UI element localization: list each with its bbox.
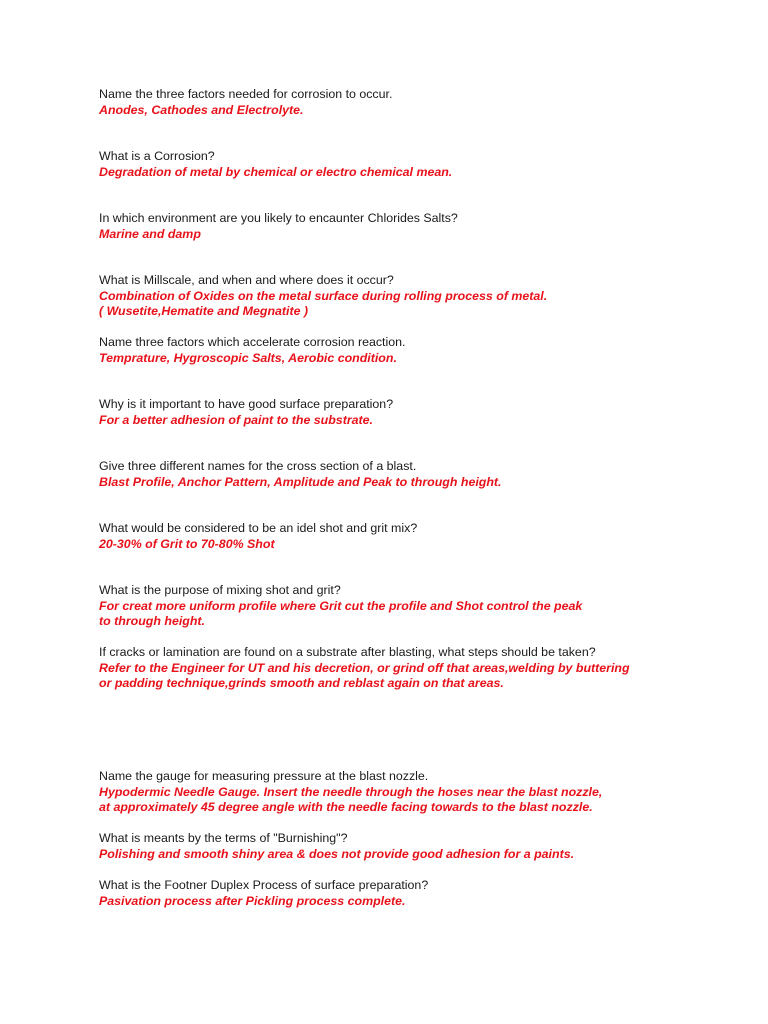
answer-text: Blast Profile, Anchor Pattern, Amplitude and Peak to through height. [99,474,502,489]
answer-text: Marine and damp [99,226,201,241]
question-text: What is the purpose of mixing shot and grit? [99,583,341,597]
question-text: If cracks or lamination are found on a substrate after blasting, what steps should be taken? [99,645,596,659]
answer-text: 20-30% of Grit to 70-80% Shot [99,536,275,551]
qa-item-3 [99,211,699,242]
qa-item-6 [99,397,699,428]
question-text: What is Millscale, and when and where does it occur? [99,273,394,287]
qa-item-9 [99,583,699,630]
qa-item-5 [99,335,699,366]
question-text: Name the three factors needed for corrosion to occur. [99,87,393,101]
answer-text: or padding technique,grinds smooth and reblast again on that areas. [99,676,504,690]
question-text: Name three factors which accelerate corrosion reaction. [99,335,406,349]
qa-item-7 [99,459,699,490]
qa-item-10 [99,645,699,692]
answer-text: to through height. [99,614,205,628]
answer-text: For a better adhesion of paint to the substrate. [99,412,373,427]
answer-text: Refer to the Engineer for UT and his decretion, or grind off that areas,welding by buttering [99,660,630,675]
answer-text: Temprature, Hygroscopic Salts, Aerobic condition. [99,350,397,365]
question-text: In which environment are you likely to encaunter Chlorides Salts? [99,211,458,225]
qa-item-12 [99,831,699,862]
question-text: What is the Footner Duplex Process of surface preparation? [99,878,429,892]
qa-item-13 [99,878,699,909]
qa-item-2 [99,149,699,180]
question-text: What is a Corrosion? [99,149,215,163]
answer-text: Anodes, Cathodes and Electrolyte. [99,102,304,117]
answer-text: at approximately 45 degree angle with the needle facing towards to the blast nozzle. [99,800,593,814]
question-text: What is meants by the terms of "Burnishing"? [99,831,348,845]
answer-text: For creat more uniform profile where Grit cut the profile and Shot control the peak [99,598,583,613]
answer-text: ( Wusetite,Hematite and Megnatite ) [99,304,309,318]
answer-text: Combination of Oxides on the metal surface during rolling process of metal. [99,288,548,303]
qa-item-11 [99,769,699,816]
qa-item-1 [99,87,699,118]
answer-text: Hypodermic Needle Gauge. Insert the needle through the hoses near the blast nozzle, [99,784,603,799]
qa-item-4 [99,273,699,320]
answer-text: Pasivation process after Pickling process complete. [99,893,406,908]
answer-text: Polishing and smooth shiny area & does not provide good adhesion for a paints. [99,846,575,861]
question-text: Give three different names for the cross section of a blast. [99,459,417,473]
qa-item-8 [99,521,699,552]
question-text: Why is it important to have good surface preparation? [99,397,394,411]
question-text: Name the gauge for measuring pressure at the blast nozzle. [99,769,429,783]
question-text: What would be considered to be an idel shot and grit mix? [99,521,418,535]
answer-text: Degradation of metal by chemical or electro chemical mean. [99,164,453,179]
